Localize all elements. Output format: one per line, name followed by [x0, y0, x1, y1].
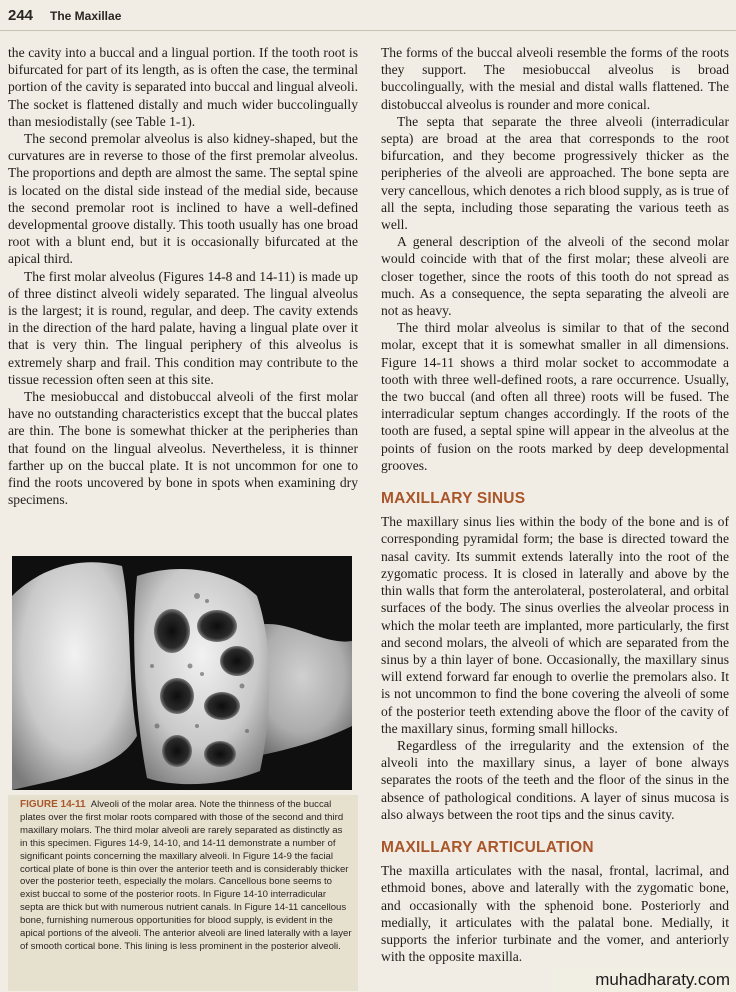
right-paragraph: The third molar alveolus is similar to that of the second molar, except that it is somewhat smaller in all dimensions. Figure 14-11 shows a third molar socket to accommodate a tooth with three well-defined roots, a rare occurrence. Usually, the two buccal (and often all three) roots will be fused. The interradicular septum changes accordingly. If the roots of the tooth are fused, a septal spine will appear in the alveolus at the points of fusion on the roots marked by deep developmental grooves.	[381, 320, 729, 473]
sinus-paragraph: Regardless of the irregularity and the extension of the alveoli into the maxillary sinus, a layer of bone always separates the roots of the teeth and the floor of the sinus in the absence of pathological conditions. A layer of sinus mucosa is also always between the root tips and the sinus cavity.	[381, 737, 729, 822]
section-heading-maxillary-articulation: MAXILLARY ARTICULATION	[381, 838, 594, 856]
alveoli-photo-illustration	[12, 556, 352, 790]
figure-caption-text: Alveoli of the molar area. Note the thinness of the buccal plates over the first molar roots compared with those of the second and third maxillary molars. The third molar alveoli are rarely separated as distinctly as in this specimen. Figures 14-9, 14-10, and 14-11 demonstrate a number of significant points concerning the maxillary alveoli. In Figure 14-9 the facial cortical plate of bone is thin over the anterior teeth and is considerably thicker over the posterior teeth, especially the molars. Cancellous bone seems to exist buccal to some of the posterior roots. In Figure 14-10 interradicular septa are thick but with numerous nutrient canals. In Figure 14-11 cancellous bone, furnishing numerous opportunities for blood supply, is evident in the apical portions of the alveoli. The anterior alveoli are lined laterally with a layer of smooth cortical bone. This lining is less prominent in the posterior alveoli.	[20, 799, 352, 952]
left-paragraph: The second premolar alveolus is also kidney-shaped, but the curvatures are in reverse to those of the first premolar alveolus. The proportions and depth are almost the same. The septal spine is located on the distal side instead of the medial side, because the second premolar root is inclined to have a well-defined developmental groove distally. This tooth usually has one broad root with a blunt end, but it is occasionally bifurcated at the apical third.	[8, 131, 358, 267]
left-paragraph: the cavity into a buccal and a lingual portion. If the tooth root is bifurcated for part of its length, as is often the case, the terminal portion of the cavity is separated into buccal and lingual alveoli. The socket is flattened distally and much wider buccolingually than mesiodistally (see Table 1-1).	[8, 45, 358, 129]
left-paragraph: The first molar alveolus (Figures 14-8 and 14-11) is made up of three distinct alveoli widely separated. The lingual alveolus is the largest; it is round, regular, and deep. The cavity extends in the direction of the hard palate, having a lingual plate over it that is very thin. The lingual periphery of this alveolus is extremely sharp and frail. This condition may contribute to the tissue recession often seen at this site.	[8, 268, 358, 387]
page-header	[0, 0, 736, 31]
figure-label: FIGURE 14-11	[20, 799, 86, 810]
right-paragraph: The forms of the buccal alveoli resemble the forms of the roots they support. The mesiobuccal alveolus is broad buccolingually, with the mesial and distal walls flattened. The distobuccal alveolus is rounder and more conical.	[381, 45, 729, 112]
page-number: 244	[8, 7, 34, 24]
right-paragraph: The septa that separate the three alveoli (interradicular septa) are broad at the area that corresponds to the root bifurcation, and they become progressively thicker as the peripheries of the alveoli are approached. The bone septa are very cancellous, which denotes a rich blood supply, as is true of all the septa, including those separating the various teeth as well.	[381, 113, 729, 233]
chapter-title: The Maxillae	[50, 9, 122, 23]
sinus-paragraph: The maxillary sinus lies within the body of the bone and is of corresponding pyramidal form; the base is directed toward the nasal cavity. Its summit extends laterally into the root of the zygomatic process. It is closed in laterally and above by the thin walls that form the anterolateral, posterolateral, and orbital surfaces of the body. The sinus overlies the alveolar process in which the molar teeth are implanted, more particularly, the first and second molars, the alveoli of which are separated from the sinus by a thin layer of bone. Occasionally, the maxillary sinus will extend forward far enough to overlie the premolars also. It is not uncommon to find the bone covering the alveoli of some of the posterior teeth extending above the floor of the cavity of the maxillary sinus, forming small hillocks.	[381, 514, 729, 736]
left-paragraph: The mesiobuccal and distobuccal alveoli of the first molar have no outstanding characteristics except that the buccal plates are thin. The bone is somewhat thicker at the peripheries than that found on the lingual alveolus. Nevertheless, it is thinner farther up on the buccal plate. It is not uncommon for one to find the roots uncovered by bone in spots when examining dry specimens.	[8, 389, 358, 508]
figure-photo-molar-alveoli	[12, 556, 352, 790]
articulation-paragraph: The maxilla articulates with the nasal, frontal, lacrimal, and ethmoid bones, above and laterally with the zygomatic bone, and occasionally with the sphenoid bone. Posteriorly and medially, it articulates with the palatal bone. Medially, it supports the inferior turbinate and the vomer, and anteriorly with the opposite maxilla.	[381, 863, 729, 965]
right-paragraph: A general description of the alveoli of the second molar would coincide with that of the first molar; these alveoli are closer together, since the roots of this tooth do not spread as much. As a consequence, the septa separating the alveoli are not as heavy.	[381, 234, 729, 319]
figure-caption	[8, 795, 358, 991]
left-column	[8, 44, 358, 508]
right-column	[381, 44, 729, 965]
section-heading-maxillary-sinus: MAXILLARY SINUS	[381, 490, 526, 508]
watermark: muhadharaty.com	[552, 967, 736, 992]
